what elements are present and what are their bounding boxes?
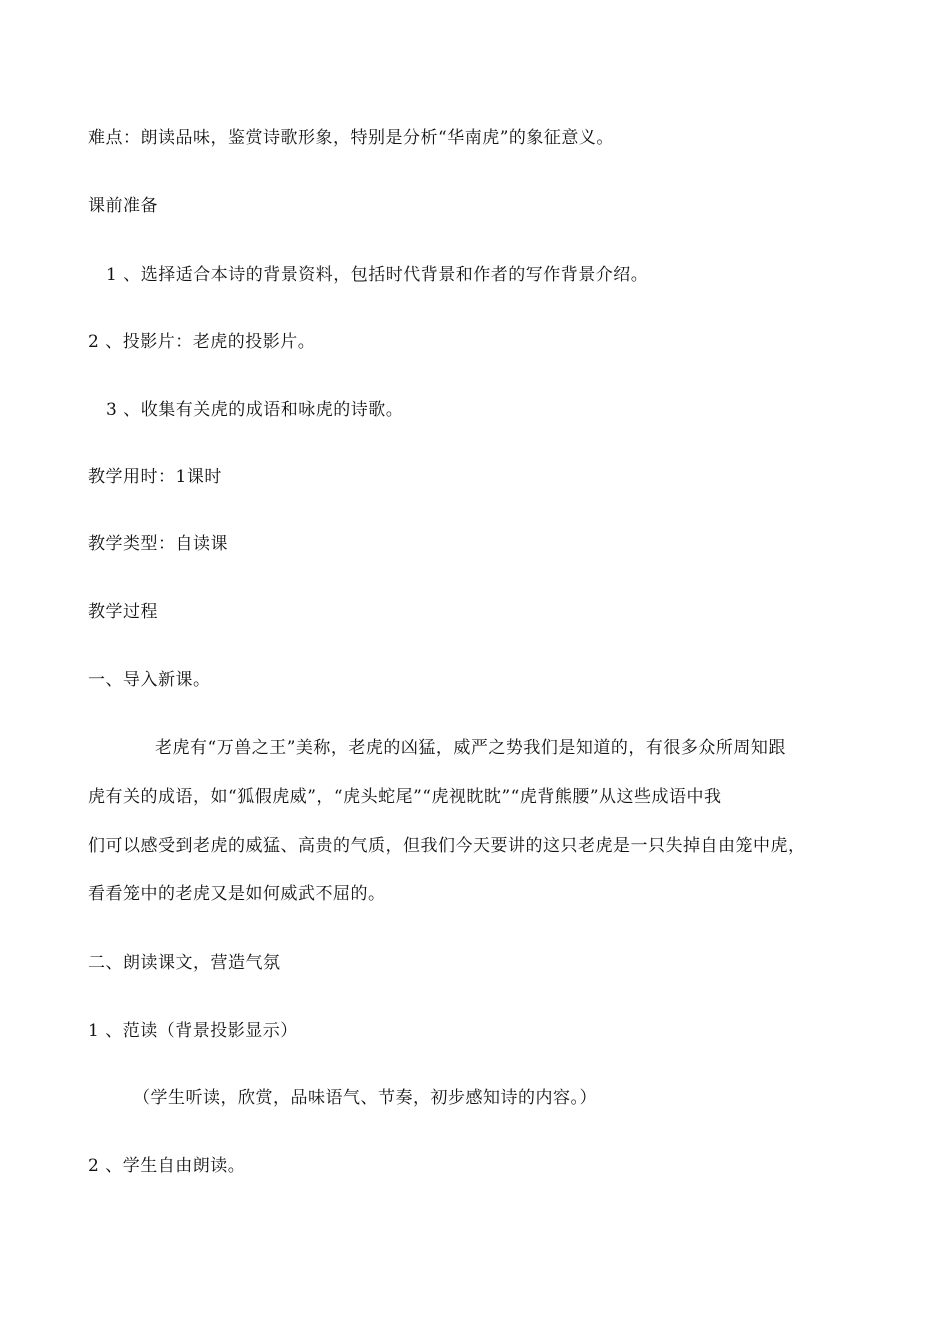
preparation-item-2: 2 、投影片：老虎的投影片。 <box>88 332 316 352</box>
teaching-time: 教学用时：1课时 <box>88 467 222 487</box>
intro-paragraph-line-4: 看看笼中的老虎又是如何威武不屈的。 <box>88 884 386 904</box>
preparation-heading: 课前准备 <box>88 196 158 216</box>
intro-paragraph-line-1: 老虎有“万兽之王”美称，老虎的凶猛，威严之势我们是知道的，有很多众所周知跟 <box>155 738 786 758</box>
teaching-process-heading: 教学过程 <box>88 602 158 622</box>
reading-item-1-note: （学生听读，欣赏，品味语气、节奏，初步感知诗的内容。） <box>133 1088 597 1108</box>
section-2-heading: 二、朗读课文，营造气氛 <box>88 953 281 973</box>
difficulty-line: 难点：朗读品味，鉴赏诗歌形象，特别是分析“华南虎”的象征意义。 <box>88 128 614 148</box>
reading-item-1: 1 、范读（背景投影显示） <box>88 1021 298 1041</box>
teaching-type: 教学类型：自读课 <box>88 534 228 554</box>
intro-paragraph-line-3: 们可以感受到老虎的威猛、高贵的气质，但我们今天要讲的这只老虎是一只失掉自由笼中虎， <box>88 836 806 856</box>
intro-paragraph-line-2: 虎有关的成语，如“狐假虎威”，“虎头蛇尾”“虎视眈眈”“虎背熊腰”从这些成语中我 <box>88 787 722 807</box>
reading-item-2: 2 、学生自由朗读。 <box>88 1156 246 1176</box>
preparation-item-3: 3 、收集有关虎的成语和咏虎的诗歌。 <box>106 400 404 420</box>
preparation-item-1: 1 、选择适合本诗的背景资料，包括时代背景和作者的写作背景介绍。 <box>106 265 649 285</box>
section-1-heading: 一、导入新课。 <box>88 670 211 690</box>
